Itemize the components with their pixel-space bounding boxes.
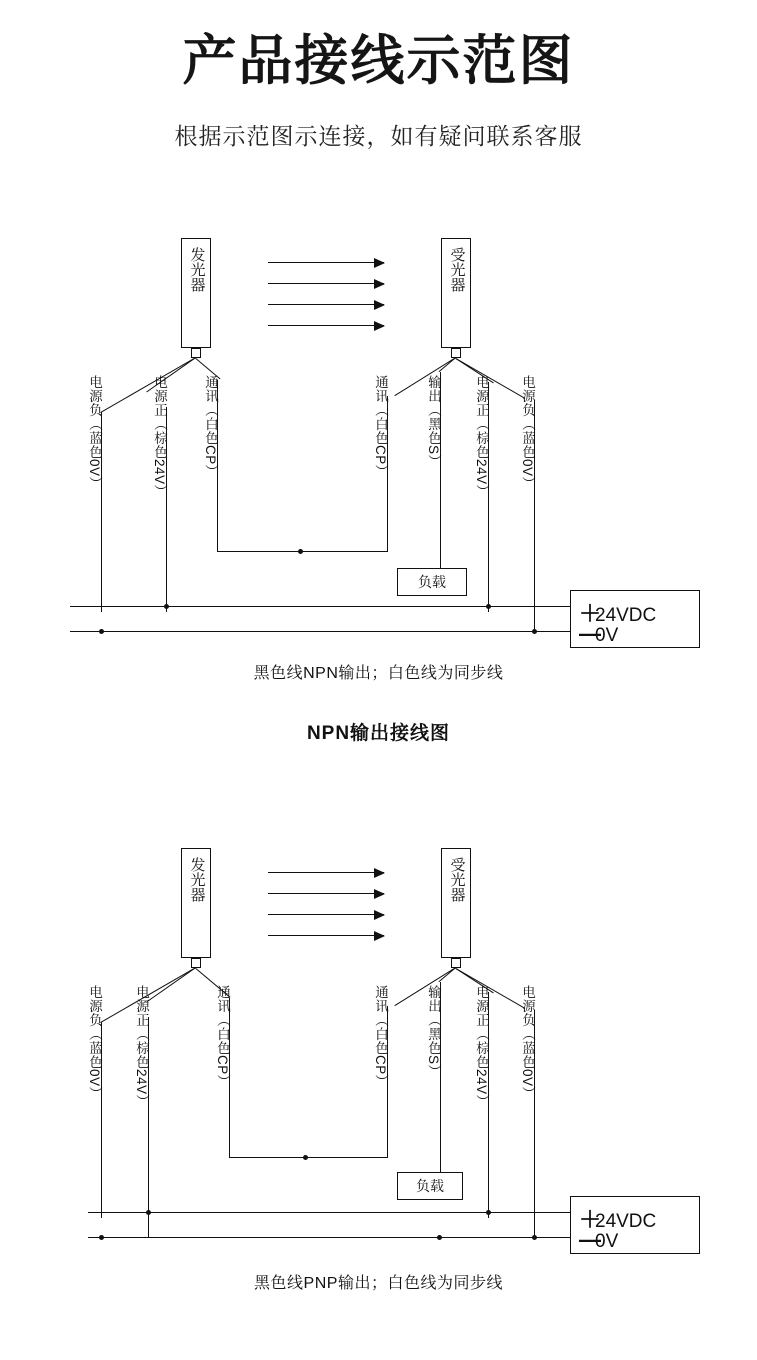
psu-negative-row: [579, 621, 618, 647]
label-emitter-comm: 通讯（白色CP）: [215, 985, 230, 1089]
emitter-label: 发光器: [188, 857, 206, 902]
page-subtitle: 根据示范图示连接，如有疑问联系客服: [174, 123, 583, 149]
receiver-body: [441, 238, 471, 348]
receiver-stem: [451, 348, 461, 358]
receiver-label: 受光器: [448, 247, 466, 292]
rail-0v: [70, 631, 570, 632]
light-beam-1: [268, 872, 384, 873]
label-receiver-power-neg: 电源负（蓝色0V）: [520, 985, 535, 1101]
power-supply-box: [570, 590, 700, 648]
emitter-body: [181, 848, 211, 958]
diagram-pnp: [0, 810, 757, 1330]
light-beam-2: [268, 893, 384, 894]
label-receiver-power-pos: 电源正（棕色24V）: [474, 985, 489, 1109]
npn-note: 黑色线NPN输出；白色线为同步线: [253, 665, 504, 682]
rail-node-4: [532, 629, 537, 634]
plus-icon: ＋: [579, 1207, 602, 1232]
light-beam-4: [268, 325, 384, 326]
label-receiver-power-neg: 电源负（蓝色0V）: [520, 375, 535, 491]
emitter-body: [181, 238, 211, 348]
minus-icon: —: [579, 1227, 601, 1252]
rail-node-3: [99, 1235, 104, 1240]
light-beam-3: [268, 304, 384, 305]
psu-ground-label: 0V: [595, 1231, 619, 1252]
plus-icon: ＋: [579, 601, 602, 626]
psu-voltage-label: 24VDC: [595, 605, 657, 626]
npn-caption: NPN输出接线图: [306, 723, 451, 744]
minus-icon: —: [579, 621, 601, 646]
label-emitter-comm: 通讯（白色CP）: [203, 375, 218, 479]
diagram-npn: [0, 200, 757, 760]
psu-voltage-label: 24VDC: [595, 1211, 657, 1232]
label-receiver-power-pos: 电源正（棕色24V）: [474, 375, 489, 499]
power-supply-box: [570, 1196, 700, 1254]
load-box: 负载: [397, 568, 467, 596]
label-emitter-power-neg: 电源负（蓝色0V）: [87, 985, 102, 1101]
rail-24vdc: [70, 606, 570, 607]
pnp-note: 黑色线PNP输出；白色线为同步线: [254, 1275, 503, 1292]
label-receiver-output: 输出（黑色S）: [426, 985, 441, 1079]
rail-0v: [88, 1237, 570, 1238]
comm-bus-node: [298, 549, 303, 554]
light-beam-4: [268, 935, 384, 936]
emitter-stem: [191, 348, 201, 358]
rail-node-1: [146, 1210, 151, 1215]
rail-node-3: [99, 629, 104, 634]
label-emitter-power-pos: 电源正（棕色24V）: [152, 375, 167, 499]
label-receiver-output: 输出（黑色S）: [426, 375, 441, 469]
receiver-stem: [451, 958, 461, 968]
rail-node-2: [486, 1210, 491, 1215]
emitter-stem: [191, 958, 201, 968]
comm-bus-node: [303, 1155, 308, 1160]
label-receiver-comm: 通讯（白色CP）: [373, 985, 388, 1089]
label-emitter-power-neg: 电源负（蓝色0V）: [87, 375, 102, 491]
light-beam-2: [268, 283, 384, 284]
comm-bus: [229, 1157, 387, 1158]
psu-ground-label: 0V: [595, 625, 619, 646]
rail-node-4: [437, 1235, 442, 1240]
rail-24vdc: [88, 1212, 570, 1213]
receiver-body: [441, 848, 471, 958]
receiver-label: 受光器: [448, 857, 466, 902]
load-box: 负载: [397, 1172, 463, 1200]
rail-node-2: [486, 604, 491, 609]
label-receiver-comm: 通讯（白色CP）: [373, 375, 388, 479]
page-title: 产品接线示范图: [182, 29, 575, 92]
emitter-label: 发光器: [188, 247, 206, 292]
rail-node-5: [532, 1235, 537, 1240]
emitter-wire-diag-left2: [146, 967, 196, 1002]
light-beam-1: [268, 262, 384, 263]
psu-negative-row: [579, 1227, 618, 1253]
light-beam-3: [268, 914, 384, 915]
rail-node-1: [164, 604, 169, 609]
label-emitter-power-pos: 电源正（棕色24V）: [134, 985, 149, 1109]
